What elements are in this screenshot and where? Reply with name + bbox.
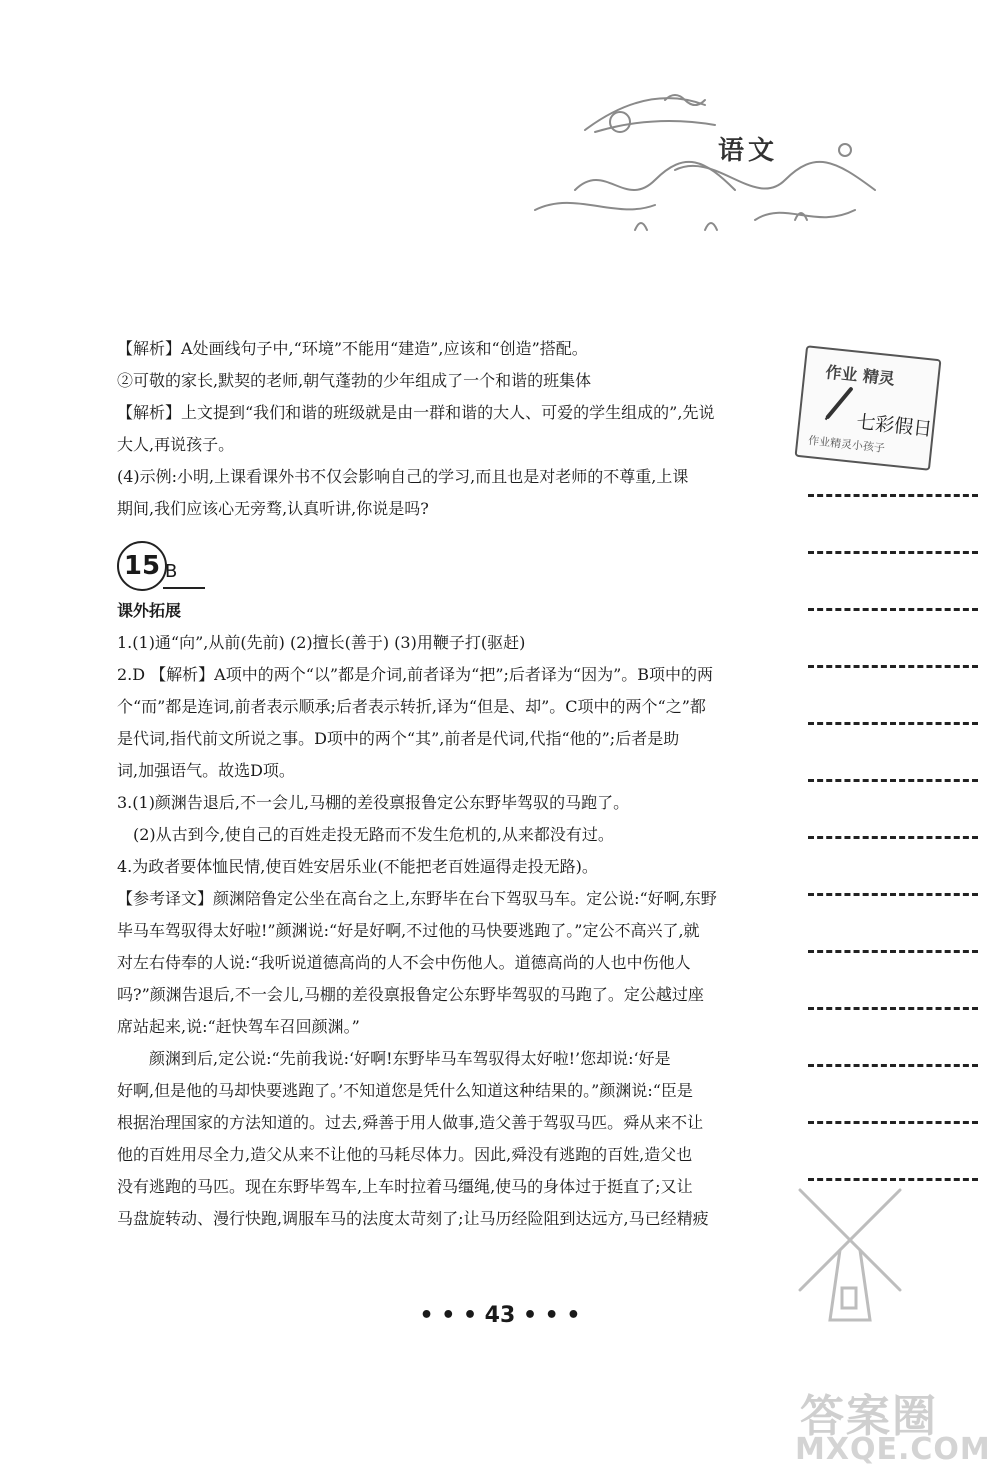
text-line: 【解析】上文提到“我们和谐的班级就是由一群和谐的大人、可爱的学生组成的”,先说 <box>117 403 715 422</box>
section-letter: B <box>165 561 178 582</box>
note-line <box>808 497 978 554</box>
notes-area <box>808 440 978 1181</box>
answer-content <box>117 333 765 1235</box>
note-line <box>808 1010 978 1067</box>
watermark-logo: 答案圈 <box>800 1391 938 1442</box>
subject-title: 语文 <box>718 136 779 166</box>
note-line <box>808 1067 978 1124</box>
note-line <box>808 896 978 953</box>
text-line: 他的百姓用尽全力,造父从来不让他的马耗尽体力。因此,舜没有逃跑的百姓,造父也 <box>117 1145 693 1164</box>
text-line: 根据治理国家的方法知道的。过去,舜善于用人做事,造父善于驾驭马匹。舜从来不让 <box>117 1113 704 1132</box>
text-line: (2)从古到今,使自己的百姓走投无路而不发生危机的,从来都没有过。 <box>133 825 614 844</box>
text-line: 3.(1)颜渊告退后,不一会儿,马棚的差役禀报鲁定公东野毕驾驭的马跑了。 <box>117 793 630 812</box>
text-line: 2.D 【解析】A项中的两个“以”都是介词,前者译为“把”;后者译为“因为”。B项中的两 <box>117 665 714 684</box>
section-number: 15 <box>117 541 167 591</box>
text-line: 吗?”颜渊告退后,不一会儿,马棚的差役禀报鲁定公东野毕驾驭的马跑了。定公越过座 <box>117 985 704 1004</box>
page-number: • • • 43 • • • <box>419 1303 581 1328</box>
text-line: 大人,再说孩子。 <box>117 435 235 454</box>
note-line <box>808 953 978 1010</box>
text-line: 对左右侍奉的人说:“我听说道德高尚的人不会中伤他人。道德高尚的人也中伤他人 <box>117 953 691 972</box>
text-line: 席站起来,说:“赶快驾车召回颜渊。” <box>117 1017 360 1036</box>
text-line: 颜渊到后,定公说:“先前我说:‘好啊!东野毕马车驾驭得太好啦!’您却说:‘好是 <box>149 1049 671 1068</box>
note-line <box>808 440 978 497</box>
text-line: 个“而”都是连词,前者表示顺承;后者表示转折,译为“但是、却”。C项中的两个“之”都 <box>117 697 706 716</box>
header-decoration <box>515 70 895 240</box>
text-line: 【参考译文】颜渊陪鲁定公坐在高台之上,东野毕在台下驾驭马车。定公说:“好啊,东野 <box>117 889 717 908</box>
stamp-top-text: 作业 精灵 <box>824 362 896 389</box>
note-line <box>808 839 978 896</box>
section-heading: 课外拓展 <box>117 601 182 620</box>
text-line: 4.为政者要体恤民情,使百姓安居乐业(不能把老百姓逼得走投无路)。 <box>117 857 598 876</box>
text-line: 是代词,指代前文所说之事。D项中的两个“其”,前者是代词,代指“他的”;后者是助 <box>117 729 680 748</box>
note-line <box>808 611 978 668</box>
pencil-icon <box>822 382 856 425</box>
note-line <box>808 782 978 839</box>
text-line: 毕马车驾驭得太好啦!”颜渊说:“好是好啊,不过他的马快要逃跑了。”定公不高兴了,就 <box>117 921 700 940</box>
text-line: 没有逃跑的马匹。现在东野毕驾车,上车时拉着马缰绳,使马的身体过于挺直了;又让 <box>117 1177 693 1196</box>
note-line <box>808 668 978 725</box>
text-line: 词,加强语气。故选D项。 <box>117 761 295 780</box>
watermark-url: MXQE.COM <box>795 1432 991 1467</box>
text-line: 1.(1)通“向”,从前(先前) (2)擅长(善于) (3)用鞭子打(驱赶) <box>117 633 526 652</box>
text-line: 好啊,但是他的马却快要逃跑了。’不知道您是凭什么知道这种结果的。”颜渊说:“臣是 <box>117 1081 693 1100</box>
text-line: (4)示例:小明,上课看课外书不仅会影响自己的学习,而且也是对老师的不尊重,上课 <box>117 467 689 486</box>
stamp-subtext: 作业精灵小孩子 <box>807 433 886 455</box>
text-line: 【解析】A处画线句子中,“环境”不能用“建造”,应该和“创造”搭配。 <box>117 339 588 358</box>
stamp-label: 七彩假日 <box>855 410 934 441</box>
badge-underline <box>163 587 205 589</box>
text-line: 期间,我们应该心无旁骛,认真听讲,你说是吗? <box>117 499 429 518</box>
section-badge <box>117 537 765 595</box>
text-line: ②可敬的家长,默契的老师,朝气蓬勃的少年组成了一个和谐的班集体 <box>117 371 592 390</box>
note-line <box>808 554 978 611</box>
note-line <box>808 725 978 782</box>
text-line: 马盘旋转动、漫行快跑,调服车马的法度太苛刻了;让马历经险阻到达远方,马已经精疲 <box>117 1209 709 1228</box>
